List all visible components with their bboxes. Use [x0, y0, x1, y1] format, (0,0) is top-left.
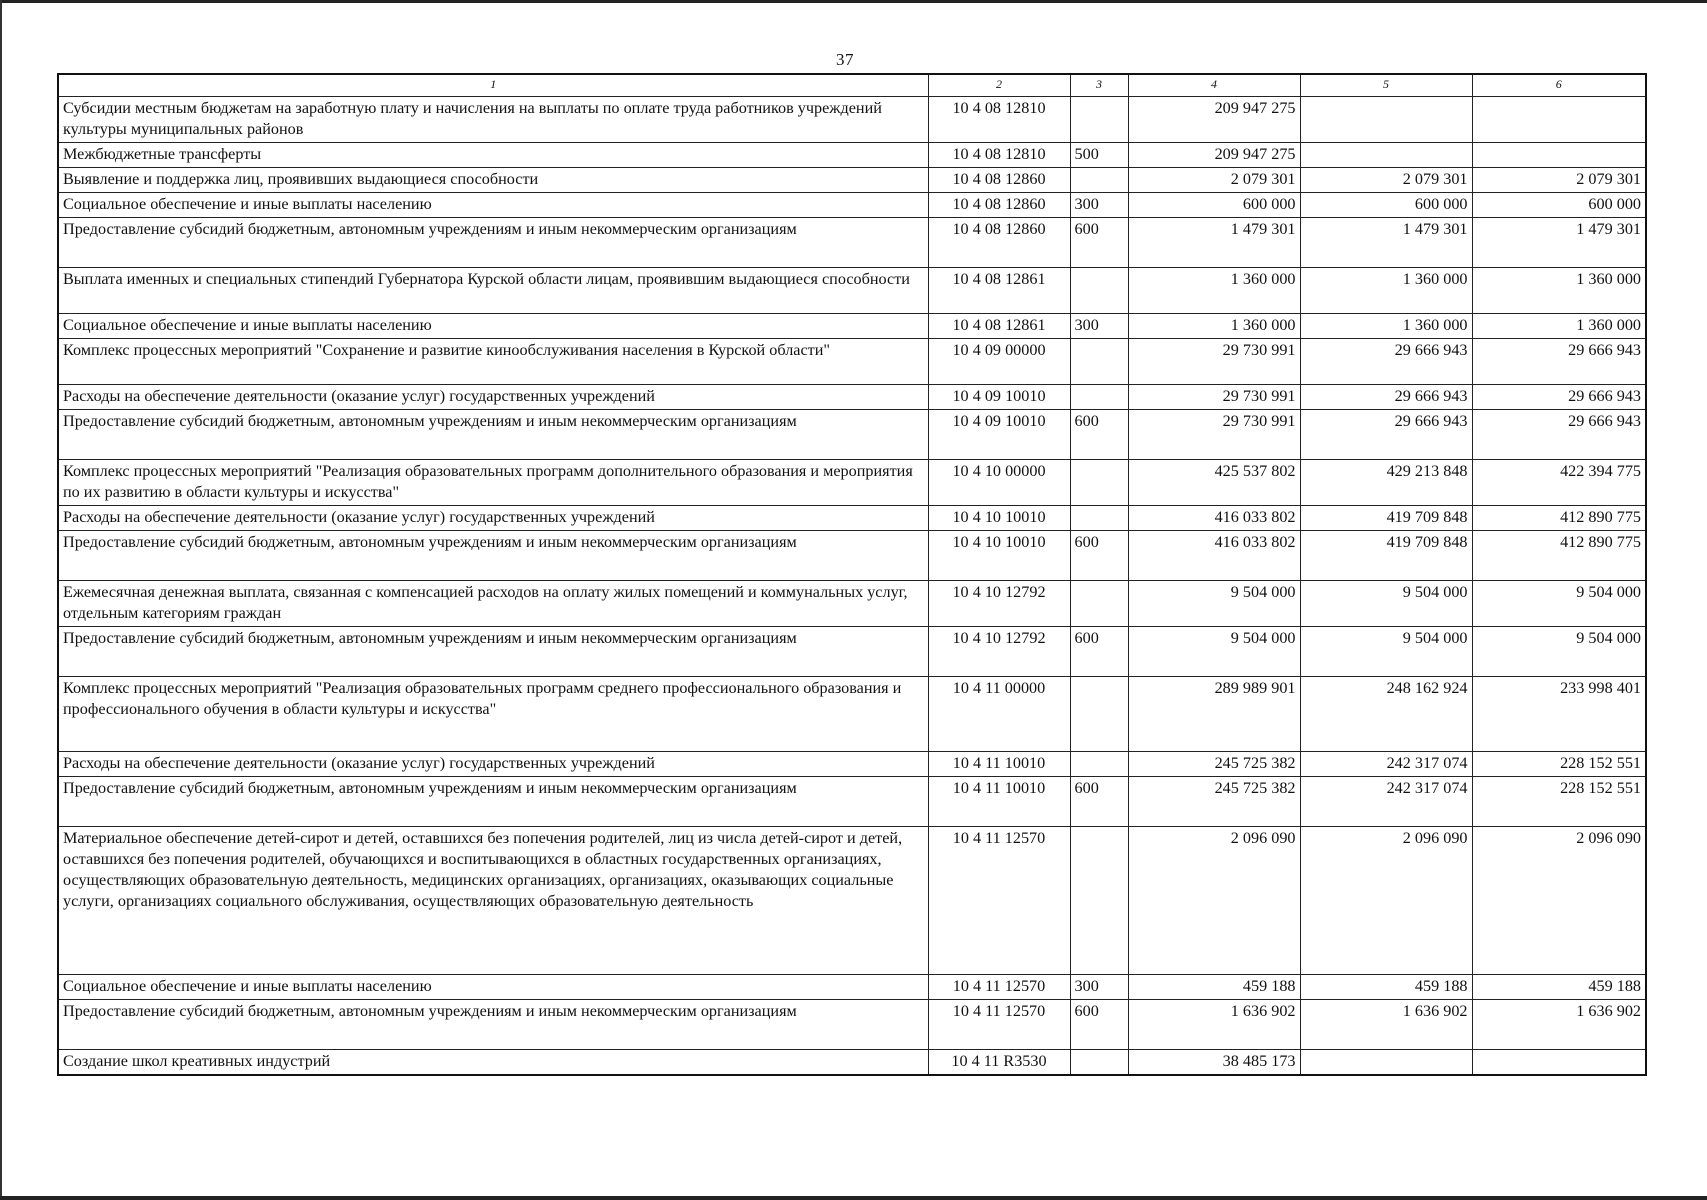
row-code: 10 4 10 10010 [928, 531, 1070, 581]
row-name: Предоставление субсидий бюджетным, автономным учреждениям и иным некоммерческим организациям [58, 1000, 928, 1050]
table-row [58, 752, 1646, 777]
row-expense-type: 600 [1070, 1000, 1128, 1050]
scan-edge-left [0, 0, 2, 1200]
row-expense-type [1070, 827, 1128, 975]
row-year-2: 600 000 [1300, 193, 1472, 218]
table-row [58, 143, 1646, 168]
table-row [58, 1050, 1646, 1075]
row-year-2: 29 666 943 [1300, 410, 1472, 460]
column-header-name: 1 [58, 74, 928, 97]
row-year-3: 2 096 090 [1472, 827, 1646, 975]
scan-edge-top [0, 0, 1707, 3]
row-name: Предоставление субсидий бюджетным, автономным учреждениям и иным некоммерческим организациям [58, 218, 928, 268]
row-expense-type [1070, 268, 1128, 314]
row-year-1: 416 033 802 [1128, 531, 1300, 581]
column-header-year-2: 5 [1300, 74, 1472, 97]
row-year-2: 29 666 943 [1300, 385, 1472, 410]
row-year-1: 209 947 275 [1128, 97, 1300, 143]
row-year-2: 1 479 301 [1300, 218, 1472, 268]
row-expense-type: 500 [1070, 143, 1128, 168]
row-year-1: 425 537 802 [1128, 460, 1300, 506]
row-year-1: 2 079 301 [1128, 168, 1300, 193]
row-year-2 [1300, 143, 1472, 168]
page-number: 37 [836, 50, 854, 69]
row-year-1: 29 730 991 [1128, 339, 1300, 385]
row-year-3: 1 360 000 [1472, 268, 1646, 314]
row-year-1: 9 504 000 [1128, 581, 1300, 627]
row-name: Комплекс процессных мероприятий "Реализация образовательных программ дополнительного образования и мероприятия по их развитию в области культуры и искусства" [58, 460, 928, 506]
row-year-3: 412 890 775 [1472, 531, 1646, 581]
row-name: Предоставление субсидий бюджетным, автономным учреждениям и иным некоммерческим организациям [58, 410, 928, 460]
row-code: 10 4 09 10010 [928, 385, 1070, 410]
scan-edge-bottom [0, 1196, 1707, 1200]
row-expense-type: 300 [1070, 193, 1128, 218]
row-year-3: 29 666 943 [1472, 339, 1646, 385]
row-code: 10 4 09 10010 [928, 410, 1070, 460]
row-year-1: 9 504 000 [1128, 627, 1300, 677]
row-year-2: 2 096 090 [1300, 827, 1472, 975]
column-header-code: 2 [928, 74, 1070, 97]
row-year-1: 1 636 902 [1128, 1000, 1300, 1050]
row-year-1: 245 725 382 [1128, 752, 1300, 777]
row-year-3: 600 000 [1472, 193, 1646, 218]
table-row [58, 268, 1646, 314]
row-year-2: 242 317 074 [1300, 752, 1472, 777]
table-header-row [58, 74, 1646, 97]
row-expense-type [1070, 460, 1128, 506]
column-header-expense-type: 3 [1070, 74, 1128, 97]
column-header-year-3: 6 [1472, 74, 1646, 97]
row-code: 10 4 08 12861 [928, 268, 1070, 314]
row-code: 10 4 11 10010 [928, 777, 1070, 827]
row-expense-type: 300 [1070, 314, 1128, 339]
table-row [58, 506, 1646, 531]
row-year-2: 2 079 301 [1300, 168, 1472, 193]
row-name: Предоставление субсидий бюджетным, автономным учреждениям и иным некоммерческим организациям [58, 531, 928, 581]
row-year-3 [1472, 1050, 1646, 1075]
table-row [58, 193, 1646, 218]
row-year-3: 1 360 000 [1472, 314, 1646, 339]
row-year-2: 419 709 848 [1300, 531, 1472, 581]
row-code: 10 4 11 12570 [928, 975, 1070, 1000]
row-year-3: 1 636 902 [1472, 1000, 1646, 1050]
table-row [58, 410, 1646, 460]
row-code: 10 4 08 12810 [928, 143, 1070, 168]
row-year-2: 1 360 000 [1300, 268, 1472, 314]
row-expense-type [1070, 752, 1128, 777]
table-row [58, 339, 1646, 385]
row-name: Расходы на обеспечение деятельности (оказание услуг) государственных учреждений [58, 385, 928, 410]
row-expense-type: 600 [1070, 410, 1128, 460]
table-row [58, 627, 1646, 677]
row-code: 10 4 10 00000 [928, 460, 1070, 506]
row-code: 10 4 11 12570 [928, 1000, 1070, 1050]
row-year-1: 459 188 [1128, 975, 1300, 1000]
row-expense-type: 300 [1070, 975, 1128, 1000]
row-name: Материальное обеспечение детей-сирот и детей, оставшихся без попечения родителей, лиц из числа детей-сирот и детей, оставшихся без попечения родителей, обучающихся и воспитывающихся в областных государственных организациях, осуществляющих образовательную деятельность, медицинских организациях, организациях, оказывающих социальные услуги, организациях социального обслуживания, осуществляющих образовательную деятельность [58, 827, 928, 975]
table-row [58, 531, 1646, 581]
row-code: 10 4 11 R3530 [928, 1050, 1070, 1075]
row-expense-type: 600 [1070, 218, 1128, 268]
row-year-2: 429 213 848 [1300, 460, 1472, 506]
table-row [58, 975, 1646, 1000]
row-year-2: 9 504 000 [1300, 581, 1472, 627]
table-row [58, 385, 1646, 410]
row-name: Предоставление субсидий бюджетным, автономным учреждениям и иным некоммерческим организациям [58, 777, 928, 827]
row-year-1: 600 000 [1128, 193, 1300, 218]
row-year-1: 1 360 000 [1128, 268, 1300, 314]
table-row [58, 460, 1646, 506]
row-year-3 [1472, 97, 1646, 143]
table-row [58, 581, 1646, 627]
row-expense-type [1070, 385, 1128, 410]
row-name: Комплекс процессных мероприятий "Сохранение и развитие кинообслуживания населения в Курской области" [58, 339, 928, 385]
row-year-1: 1 479 301 [1128, 218, 1300, 268]
table-row [58, 1000, 1646, 1050]
row-name: Создание школ креативных индустрий [58, 1050, 928, 1075]
table-row [58, 218, 1646, 268]
row-code: 10 4 11 10010 [928, 752, 1070, 777]
row-expense-type [1070, 339, 1128, 385]
row-year-3: 9 504 000 [1472, 581, 1646, 627]
row-year-3: 2 079 301 [1472, 168, 1646, 193]
row-name: Выплата именных и специальных стипендий Губернатора Курской области лицам, проявившим выдающиеся способности [58, 268, 928, 314]
row-year-2: 1 360 000 [1300, 314, 1472, 339]
row-expense-type: 600 [1070, 531, 1128, 581]
row-year-3: 228 152 551 [1472, 752, 1646, 777]
row-year-3: 1 479 301 [1472, 218, 1646, 268]
row-code: 10 4 10 10010 [928, 506, 1070, 531]
row-code: 10 4 09 00000 [928, 339, 1070, 385]
row-expense-type [1070, 581, 1128, 627]
row-expense-type [1070, 1050, 1128, 1075]
row-name: Ежемесячная денежная выплата, связанная с компенсацией расходов на оплату жилых помещений и коммунальных услуг, отдельным категориям граждан [58, 581, 928, 627]
row-year-1: 245 725 382 [1128, 777, 1300, 827]
row-code: 10 4 11 00000 [928, 677, 1070, 752]
row-name: Межбюджетные трансферты [58, 143, 928, 168]
row-year-1: 209 947 275 [1128, 143, 1300, 168]
row-year-3: 412 890 775 [1472, 506, 1646, 531]
row-name: Выявление и поддержка лиц, проявивших выдающиеся способности [58, 168, 928, 193]
row-expense-type: 600 [1070, 627, 1128, 677]
row-code: 10 4 10 12792 [928, 627, 1070, 677]
row-year-1: 29 730 991 [1128, 385, 1300, 410]
row-year-1: 1 360 000 [1128, 314, 1300, 339]
row-year-1: 29 730 991 [1128, 410, 1300, 460]
row-expense-type [1070, 97, 1128, 143]
row-year-3: 422 394 775 [1472, 460, 1646, 506]
table-row [58, 168, 1646, 193]
row-year-2 [1300, 97, 1472, 143]
row-year-2 [1300, 1050, 1472, 1075]
row-year-1: 289 989 901 [1128, 677, 1300, 752]
table-row [58, 827, 1646, 975]
row-year-2: 29 666 943 [1300, 339, 1472, 385]
row-year-1: 416 033 802 [1128, 506, 1300, 531]
table-row [58, 314, 1646, 339]
column-header-year-1: 4 [1128, 74, 1300, 97]
row-year-3: 228 152 551 [1472, 777, 1646, 827]
row-name: Социальное обеспечение и иные выплаты населению [58, 193, 928, 218]
row-expense-type: 600 [1070, 777, 1128, 827]
row-name: Субсидии местным бюджетам на заработную плату и начисления на выплаты по оплате труда работников учреждений культуры муниципальных районов [58, 97, 928, 143]
table-row [58, 777, 1646, 827]
row-year-3: 29 666 943 [1472, 410, 1646, 460]
row-year-2: 9 504 000 [1300, 627, 1472, 677]
row-year-1: 38 485 173 [1128, 1050, 1300, 1075]
budget-table [57, 73, 1647, 1076]
row-code: 10 4 08 12810 [928, 97, 1070, 143]
table-row [58, 97, 1646, 143]
row-year-2: 248 162 924 [1300, 677, 1472, 752]
row-expense-type [1070, 506, 1128, 531]
row-code: 10 4 08 12860 [928, 218, 1070, 268]
row-year-2: 242 317 074 [1300, 777, 1472, 827]
row-year-3 [1472, 143, 1646, 168]
row-year-2: 459 188 [1300, 975, 1472, 1000]
row-name: Социальное обеспечение и иные выплаты населению [58, 975, 928, 1000]
row-name: Комплекс процессных мероприятий "Реализация образовательных программ среднего профессионального образования и профессионального обучения в области культуры и искусства" [58, 677, 928, 752]
row-name: Предоставление субсидий бюджетным, автономным учреждениям и иным некоммерческим организациям [58, 627, 928, 677]
row-code: 10 4 08 12860 [928, 168, 1070, 193]
row-year-3: 29 666 943 [1472, 385, 1646, 410]
row-year-1: 2 096 090 [1128, 827, 1300, 975]
row-year-2: 1 636 902 [1300, 1000, 1472, 1050]
row-year-3: 459 188 [1472, 975, 1646, 1000]
row-name: Расходы на обеспечение деятельности (оказание услуг) государственных учреждений [58, 506, 928, 531]
row-code: 10 4 11 12570 [928, 827, 1070, 975]
table-row [58, 677, 1646, 752]
row-code: 10 4 08 12860 [928, 193, 1070, 218]
row-code: 10 4 10 12792 [928, 581, 1070, 627]
row-expense-type [1070, 168, 1128, 193]
row-name: Социальное обеспечение и иные выплаты населению [58, 314, 928, 339]
row-year-3: 9 504 000 [1472, 627, 1646, 677]
row-year-2: 419 709 848 [1300, 506, 1472, 531]
row-name: Расходы на обеспечение деятельности (оказание услуг) государственных учреждений [58, 752, 928, 777]
row-year-3: 233 998 401 [1472, 677, 1646, 752]
row-expense-type [1070, 677, 1128, 752]
row-code: 10 4 08 12861 [928, 314, 1070, 339]
